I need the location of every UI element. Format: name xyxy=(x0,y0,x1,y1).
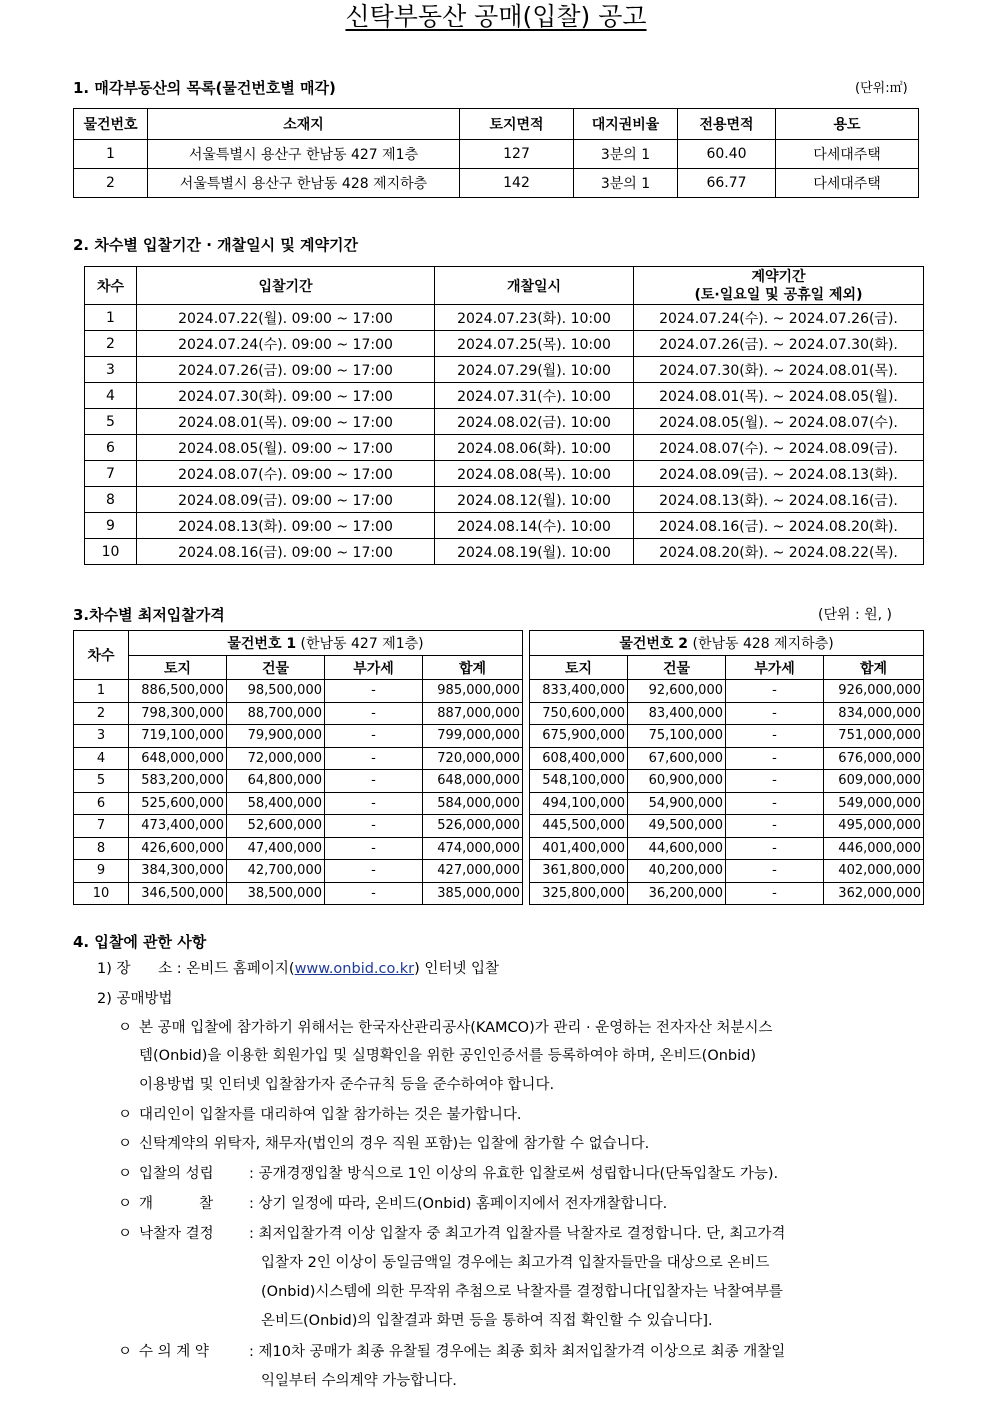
table-cell: - xyxy=(325,725,423,748)
table-cell: 675,900,000 xyxy=(530,725,628,748)
paragraph-line: : 제10차 공매가 최종 유찰될 경우에는 최종 회차 최저입찰가격 이상으로 최종 개찰일 xyxy=(249,1344,786,1360)
table-cell: 2024.07.24(수). 09:00 ~ 17:00 xyxy=(137,331,435,357)
table-cell: 609,000,000 xyxy=(824,770,924,793)
table-cell: 2024.08.13(화). ~ 2024.08.16(금). xyxy=(634,487,924,513)
table-cell: - xyxy=(726,792,824,815)
item1-title: 물건번호 1 xyxy=(227,636,297,652)
header-cell: 합계 xyxy=(423,656,523,680)
bullet-marker: ㅇ xyxy=(118,1166,133,1182)
section4-heading: 4. 입찰에 관한 사항 xyxy=(73,933,207,951)
auction-method-label: 2) 공매방법 xyxy=(97,991,173,1007)
bullet-marker: ㅇ xyxy=(118,1020,133,1036)
table-cell: 9 xyxy=(74,860,129,883)
table-cell: 676,000,000 xyxy=(824,747,924,770)
table-cell: 2024.08.09(금). 09:00 ~ 17:00 xyxy=(137,487,435,513)
table-row xyxy=(85,383,924,409)
header-cell: 건물 xyxy=(227,656,325,680)
table-row xyxy=(74,725,523,748)
table-row xyxy=(530,747,924,770)
table-cell: 2024.07.23(화). 10:00 xyxy=(435,305,634,331)
table-cell: 79,900,000 xyxy=(227,725,325,748)
table-row xyxy=(74,792,523,815)
table-cell: 750,600,000 xyxy=(530,702,628,725)
table-cell: 127 xyxy=(460,140,574,169)
table-cell: 2024.08.16(금). 09:00 ~ 17:00 xyxy=(137,539,435,565)
item1-subtitle: (한남동 427 제1층) xyxy=(296,636,424,652)
table-cell: 4 xyxy=(74,747,129,770)
header-cell: 토지 xyxy=(530,656,628,680)
section1-unit: (단위:㎡) xyxy=(855,81,908,96)
table-cell: 10 xyxy=(85,539,137,565)
header-cell: 토지면적 xyxy=(460,109,574,140)
header-cell: 차수 xyxy=(85,267,137,305)
table-cell: - xyxy=(726,860,824,883)
header-cell: 용도 xyxy=(776,109,919,140)
table-row xyxy=(85,305,924,331)
table-cell: 2024.08.06(화). 10:00 xyxy=(435,435,634,461)
table-cell: 549,000,000 xyxy=(824,792,924,815)
table-cell: 2024.08.01(목). 09:00 ~ 17:00 xyxy=(137,409,435,435)
table-cell: 2024.08.07(수). ~ 2024.08.09(금). xyxy=(634,435,924,461)
bid-place-prefix: 1) 장 소 : 온비드 홈페이지( xyxy=(97,961,295,977)
table-cell: - xyxy=(325,815,423,838)
table-cell: 92,600,000 xyxy=(628,680,726,703)
table-cell: - xyxy=(325,702,423,725)
table-cell: 985,000,000 xyxy=(423,680,523,703)
paragraph-line: : 공개경쟁입찰 방식으로 1인 이상의 유효한 입찰로써 성립합니다(단독입찰도 가능). xyxy=(249,1166,779,1182)
property-list-table xyxy=(73,108,919,198)
table-cell: 142 xyxy=(460,169,574,198)
table-cell: 서울특별시 용산구 한남동 428 제지하층 xyxy=(148,169,460,198)
header-cell xyxy=(634,267,924,305)
table-cell: 2024.07.25(목). 10:00 xyxy=(435,331,634,357)
table-cell: 10 xyxy=(74,882,129,905)
table-cell: 4 xyxy=(85,383,137,409)
table-cell: 385,000,000 xyxy=(423,882,523,905)
table-cell: 719,100,000 xyxy=(129,725,227,748)
table-row xyxy=(85,461,924,487)
table-cell: 584,000,000 xyxy=(423,792,523,815)
table-cell: 525,600,000 xyxy=(129,792,227,815)
header-cell: 개찰일시 xyxy=(435,267,634,305)
table-cell: 526,000,000 xyxy=(423,815,523,838)
table-cell: 서울특별시 용산구 한남동 427 제1층 xyxy=(148,140,460,169)
bid-place-suffix: ) 인터넷 입찰 xyxy=(414,961,500,977)
table-cell: 2024.07.22(월). 09:00 ~ 17:00 xyxy=(137,305,435,331)
paragraph-line: 신탁계약의 위탁자, 채무자(법인의 경우 직원 포함)는 입찰에 참가할 수 없습니다. xyxy=(139,1136,650,1152)
header-cell: 대지권비율 xyxy=(574,109,678,140)
schedule-rows xyxy=(85,305,924,565)
bullet-marker: ㅇ xyxy=(118,1196,133,1212)
table-cell: 9 xyxy=(85,513,137,539)
paragraph-line: : 최저입찰가격 이상 입찰자 중 최고가격 입찰자를 낙찰자로 결정합니다. 단, 최고가격 xyxy=(249,1226,786,1242)
table-cell: 445,500,000 xyxy=(530,815,628,838)
header-cell: 부가세 xyxy=(325,656,423,680)
table-cell: 833,400,000 xyxy=(530,680,628,703)
table-row xyxy=(74,837,523,860)
table-cell: - xyxy=(726,725,824,748)
table-cell: 402,000,000 xyxy=(824,860,924,883)
table-cell: 2024.07.26(금). ~ 2024.07.30(화). xyxy=(634,331,924,357)
table-cell: 926,000,000 xyxy=(824,680,924,703)
bid-formation-label: 입찰의 성립 xyxy=(139,1166,214,1182)
item2-price-table xyxy=(529,630,924,905)
table-row xyxy=(74,702,523,725)
table-cell: 2024.08.08(목). 10:00 xyxy=(435,461,634,487)
table-cell: 473,400,000 xyxy=(129,815,227,838)
round-header: 차수 xyxy=(74,631,129,680)
table-header-row xyxy=(74,109,919,140)
item1-price-rows xyxy=(74,680,523,905)
table-cell: 751,000,000 xyxy=(824,725,924,748)
table-cell: - xyxy=(726,770,824,793)
table-row xyxy=(530,815,924,838)
table-cell: - xyxy=(726,702,824,725)
table-cell: 7 xyxy=(74,815,129,838)
table-cell: - xyxy=(325,770,423,793)
section3-unit: (단위 : 원, ) xyxy=(818,607,893,623)
table-cell: 2024.08.16(금). ~ 2024.08.20(화). xyxy=(634,513,924,539)
header-cell: 합계 xyxy=(824,656,924,680)
table-cell: 474,000,000 xyxy=(423,837,523,860)
table-row xyxy=(530,860,924,883)
table-cell: 2024.07.29(월). 10:00 xyxy=(435,357,634,383)
table-row xyxy=(74,815,523,838)
table-cell: 2024.08.09(금). ~ 2024.08.13(화). xyxy=(634,461,924,487)
table-cell: 583,200,000 xyxy=(129,770,227,793)
paragraph-line: 온비드(Onbid)의 입찰결과 화면 등을 통하여 직접 확인할 수 있습니다]. xyxy=(261,1313,713,1329)
table-cell: 2024.07.30(화). ~ 2024.08.01(목). xyxy=(634,357,924,383)
table-cell: - xyxy=(325,837,423,860)
table-cell: 2024.08.07(수). 09:00 ~ 17:00 xyxy=(137,461,435,487)
table-cell: - xyxy=(726,815,824,838)
table-cell: 361,800,000 xyxy=(530,860,628,883)
winner-decision-label: 낙찰자 결정 xyxy=(139,1226,214,1242)
table-cell: 60,900,000 xyxy=(628,770,726,793)
table-cell: 40,200,000 xyxy=(628,860,726,883)
item1-header xyxy=(129,631,523,656)
table-cell: 2024.08.12(월). 10:00 xyxy=(435,487,634,513)
header-cell: 소재지 xyxy=(148,109,460,140)
bullet-marker: ㅇ xyxy=(118,1344,133,1360)
table-cell: 75,100,000 xyxy=(628,725,726,748)
item2-header xyxy=(530,631,924,656)
table-cell: 427,000,000 xyxy=(423,860,523,883)
table-cell: 2024.08.20(화). ~ 2024.08.22(목). xyxy=(634,539,924,565)
item2-title: 물건번호 2 xyxy=(619,636,689,652)
table-cell: - xyxy=(325,792,423,815)
table-cell: 3 xyxy=(85,357,137,383)
table-cell: 720,000,000 xyxy=(423,747,523,770)
table-cell: 66.77 xyxy=(678,169,776,198)
table-row xyxy=(74,169,919,198)
header-cell: 건물 xyxy=(628,656,726,680)
private-contract-label: 수 의 계 약 xyxy=(139,1344,209,1360)
section1-heading: 1. 매각부동산의 목록(물건번호별 매각) xyxy=(73,79,336,97)
table-cell: 494,100,000 xyxy=(530,792,628,815)
table-cell: 5 xyxy=(85,409,137,435)
table-cell: 42,700,000 xyxy=(227,860,325,883)
table-cell: 325,800,000 xyxy=(530,882,628,905)
contract-period-label: 계약기간 xyxy=(751,268,806,285)
table-cell: 83,400,000 xyxy=(628,702,726,725)
table-cell: 886,500,000 xyxy=(129,680,227,703)
table-row xyxy=(74,882,523,905)
table-cell: 6 xyxy=(85,435,137,461)
table-cell: 52,600,000 xyxy=(227,815,325,838)
paragraph-line: 이용방법 및 인터넷 입찰참가자 준수규칙 등을 준수하여야 합니다. xyxy=(139,1077,555,1093)
table-cell: 98,500,000 xyxy=(227,680,325,703)
table-cell: 72,000,000 xyxy=(227,747,325,770)
table-cell: - xyxy=(726,680,824,703)
item2-price-rows xyxy=(530,680,924,905)
contract-period-note: (토·일요일 및 공휴일 제외) xyxy=(694,286,863,303)
paragraph-line: : 상기 일정에 따라, 온비드(Onbid) 홈페이지에서 전자개찰합니다. xyxy=(249,1196,668,1212)
table-cell: 8 xyxy=(85,487,137,513)
table-cell: 2024.07.26(금). 09:00 ~ 17:00 xyxy=(137,357,435,383)
table-row xyxy=(85,539,924,565)
table-cell: 3분의 1 xyxy=(574,169,678,198)
table-cell: 2024.07.30(화). 09:00 ~ 17:00 xyxy=(137,383,435,409)
table-row xyxy=(74,680,523,703)
onbid-link[interactable]: www.onbid.co.kr xyxy=(294,961,415,977)
table-cell: 426,600,000 xyxy=(129,837,227,860)
table-row xyxy=(85,487,924,513)
table-cell: 다세대주택 xyxy=(776,140,919,169)
table-cell: 2024.08.01(목). ~ 2024.08.05(월). xyxy=(634,383,924,409)
table-row xyxy=(74,770,523,793)
table-row xyxy=(530,882,924,905)
table-cell: 2 xyxy=(74,169,148,198)
table-cell: 446,000,000 xyxy=(824,837,924,860)
table-cell: 495,000,000 xyxy=(824,815,924,838)
table-cell: 8 xyxy=(74,837,129,860)
table-cell: 64,800,000 xyxy=(227,770,325,793)
table-row xyxy=(85,409,924,435)
table-cell: 648,000,000 xyxy=(129,747,227,770)
table-row xyxy=(85,435,924,461)
table-header-row xyxy=(85,267,924,305)
table-cell: 다세대주택 xyxy=(776,169,919,198)
table-cell: 648,000,000 xyxy=(423,770,523,793)
table-cell: 44,600,000 xyxy=(628,837,726,860)
table-cell: 2024.08.02(금). 10:00 xyxy=(435,409,634,435)
table-row xyxy=(530,837,924,860)
table-cell: - xyxy=(726,882,824,905)
page-title: 신탁부동산 공매(입찰) 공고 xyxy=(345,2,647,31)
paragraph-line: 템(Onbid)을 이용한 회원가입 및 실명확인을 위한 공인인증서를 등록하여야 하며, 온비드(Onbid) xyxy=(139,1048,757,1064)
table-cell: 2 xyxy=(74,702,129,725)
table-cell: 7 xyxy=(85,461,137,487)
table-cell: 6 xyxy=(74,792,129,815)
table-cell: 88,700,000 xyxy=(227,702,325,725)
section2-heading: 2. 차수별 입찰기간 · 개찰일시 및 계약기간 xyxy=(73,236,359,254)
bid-place xyxy=(97,958,499,981)
table-cell: 608,400,000 xyxy=(530,747,628,770)
table-cell: 2024.08.05(월). ~ 2024.08.07(수). xyxy=(634,409,924,435)
table-cell: 58,400,000 xyxy=(227,792,325,815)
bullet-marker: ㅇ xyxy=(118,1226,133,1242)
table-cell: 548,100,000 xyxy=(530,770,628,793)
table-cell: 362,000,000 xyxy=(824,882,924,905)
header-cell: 물건번호 xyxy=(74,109,148,140)
table-cell: 1 xyxy=(74,680,129,703)
table-row xyxy=(530,680,924,703)
table-cell: 799,000,000 xyxy=(423,725,523,748)
table-cell: 1 xyxy=(74,140,148,169)
bullet-marker: ㅇ xyxy=(118,1136,133,1152)
table-cell: 834,000,000 xyxy=(824,702,924,725)
table-cell: 2 xyxy=(85,331,137,357)
table-cell: 887,000,000 xyxy=(423,702,523,725)
table-row xyxy=(74,860,523,883)
table-cell: 47,400,000 xyxy=(227,837,325,860)
table-cell: 2024.08.19(월). 10:00 xyxy=(435,539,634,565)
table-cell: 54,900,000 xyxy=(628,792,726,815)
table-row xyxy=(74,747,523,770)
table-cell: 2024.07.24(수). ~ 2024.07.26(금). xyxy=(634,305,924,331)
table-row xyxy=(85,331,924,357)
header-cell: 부가세 xyxy=(726,656,824,680)
table-cell: 2024.08.14(수). 10:00 xyxy=(435,513,634,539)
opening-label: 개 찰 xyxy=(139,1196,214,1212)
table-cell: - xyxy=(325,747,423,770)
table-cell: 67,600,000 xyxy=(628,747,726,770)
header-cell: 토지 xyxy=(129,656,227,680)
table-cell: 798,300,000 xyxy=(129,702,227,725)
header-cell: 입찰기간 xyxy=(137,267,435,305)
table-cell: 38,500,000 xyxy=(227,882,325,905)
table-cell: 60.40 xyxy=(678,140,776,169)
table-row xyxy=(74,140,919,169)
table-cell: 2024.08.05(월). 09:00 ~ 17:00 xyxy=(137,435,435,461)
table-cell: - xyxy=(726,837,824,860)
paragraph-line: 입찰자 2인 이상이 동일금액일 경우에는 최고가격 입찰자들만을 대상으로 온비드 xyxy=(261,1255,770,1271)
bullet-marker: ㅇ xyxy=(118,1107,133,1123)
table-cell: 401,400,000 xyxy=(530,837,628,860)
table-row xyxy=(530,792,924,815)
table-row xyxy=(530,725,924,748)
table-cell: 36,200,000 xyxy=(628,882,726,905)
table-row xyxy=(530,702,924,725)
table-cell: - xyxy=(726,747,824,770)
item1-price-table xyxy=(73,630,523,905)
table-cell: 346,500,000 xyxy=(129,882,227,905)
table-cell: - xyxy=(325,882,423,905)
paragraph-line: 본 공매 입찰에 참가하기 위해서는 한국자산관리공사(KAMCO)가 관리 · 운영하는 전자자산 처분시스 xyxy=(139,1020,773,1036)
schedule-table xyxy=(84,266,924,565)
paragraph-line: 대리인이 입찰자를 대리하여 입찰 참가하는 것은 불가합니다. xyxy=(139,1107,522,1123)
table-cell: 3분의 1 xyxy=(574,140,678,169)
table-cell: 2024.08.13(화). 09:00 ~ 17:00 xyxy=(137,513,435,539)
table-cell: - xyxy=(325,860,423,883)
header-cell: 전용면적 xyxy=(678,109,776,140)
table-row xyxy=(85,357,924,383)
table-cell: 384,300,000 xyxy=(129,860,227,883)
table-cell: 49,500,000 xyxy=(628,815,726,838)
table-row xyxy=(85,513,924,539)
table-cell: - xyxy=(325,680,423,703)
paragraph-line: (Onbid)시스템에 의한 무작위 추첨으로 낙찰자를 결정합니다[입찰자는 낙찰여부를 xyxy=(261,1284,783,1300)
table-row xyxy=(530,770,924,793)
section3-heading: 3.차수별 최저입찰가격 xyxy=(73,606,225,624)
item2-subtitle: (한남동 428 제지하층) xyxy=(688,636,834,652)
paragraph-line: 익일부터 수의계약 가능합니다. xyxy=(261,1373,457,1389)
table-cell: 3 xyxy=(74,725,129,748)
table-cell: 1 xyxy=(85,305,137,331)
table-cell: 5 xyxy=(74,770,129,793)
table-cell: 2024.07.31(수). 10:00 xyxy=(435,383,634,409)
